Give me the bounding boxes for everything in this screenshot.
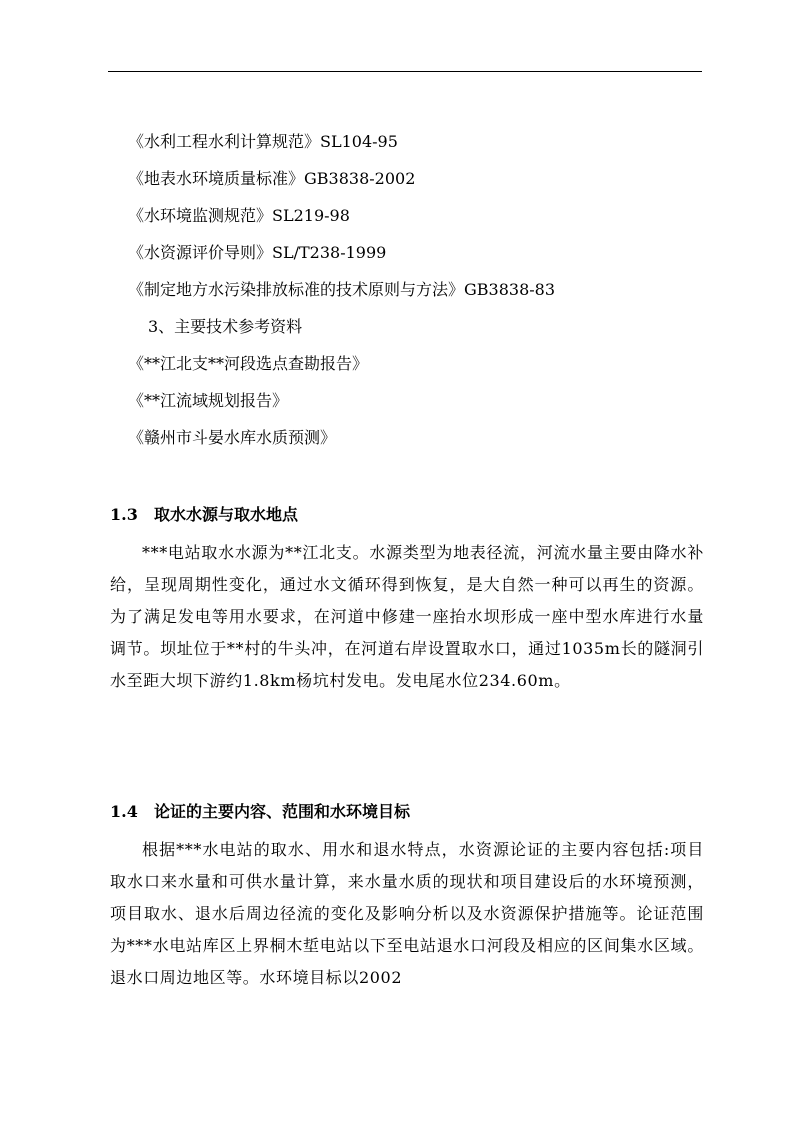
reference-item: 《地表水环境质量标准》GB3838-2002 bbox=[128, 169, 416, 188]
section-heading-1-3 bbox=[110, 504, 298, 526]
header-rule bbox=[108, 71, 702, 72]
tech-reference-item: 《赣州市斗晏水库水质预测》 bbox=[128, 428, 337, 447]
reference-item: 《水环境监测规范》SL219-98 bbox=[128, 206, 350, 225]
section-title: 论证的主要内容、范围和水环境目标 bbox=[154, 802, 411, 821]
section-body-1-4: 根据***水电站的取水、用水和退水特点，水资源论证的主要内容包括:项目取水口来水量和可供水量计算，来水量水质的现状和项目建设后的水环境预测，项目取水、退水后周边径流的变化及影响分析以及水资源保护措施等。论证范围为***水电站库区上界桐木埑电站以下至电站退水口河段及相应的区间集水区域。退水口周边地区等。水环境目标以2002 bbox=[110, 840, 704, 987]
reference-item: 《水利工程水利计算规范》SL104-95 bbox=[128, 132, 398, 151]
section-body-1-3: ***电站取水水源为**江北支。水源类型为地表径流，河流水量主要由降水补给，呈现周期性变化，通过水文循环得到恢复，是大自然一种可以再生的资源。为了满足发电等用水要求，在河道中修建一座抬水坝形成一座中型水库进行水量调节。坝址位于**村的牛头冲，在河道右岸设置取水口，通过1035m长的隧洞引水至距大坝下游约1.8km杨坑村发电。发电尾水位234.60m。 bbox=[110, 543, 704, 690]
section-heading-1-4 bbox=[110, 801, 410, 823]
section-number: 1.3 bbox=[110, 505, 138, 524]
tech-reference-item: 《**江北支**河段选点查勘报告》 bbox=[128, 354, 369, 373]
section-number: 1.4 bbox=[110, 802, 138, 821]
reference-item: 《制定地方水污染排放标准的技术原则与方法》GB3838-83 bbox=[128, 280, 556, 299]
reference-item: 《水资源评价导则》SL/T238-1999 bbox=[128, 243, 387, 262]
subsection-heading: 3、主要技术参考资料 bbox=[148, 317, 303, 336]
tech-reference-item: 《**江流域规划报告》 bbox=[128, 391, 289, 410]
section-title: 取水水源与取水地点 bbox=[154, 505, 299, 524]
